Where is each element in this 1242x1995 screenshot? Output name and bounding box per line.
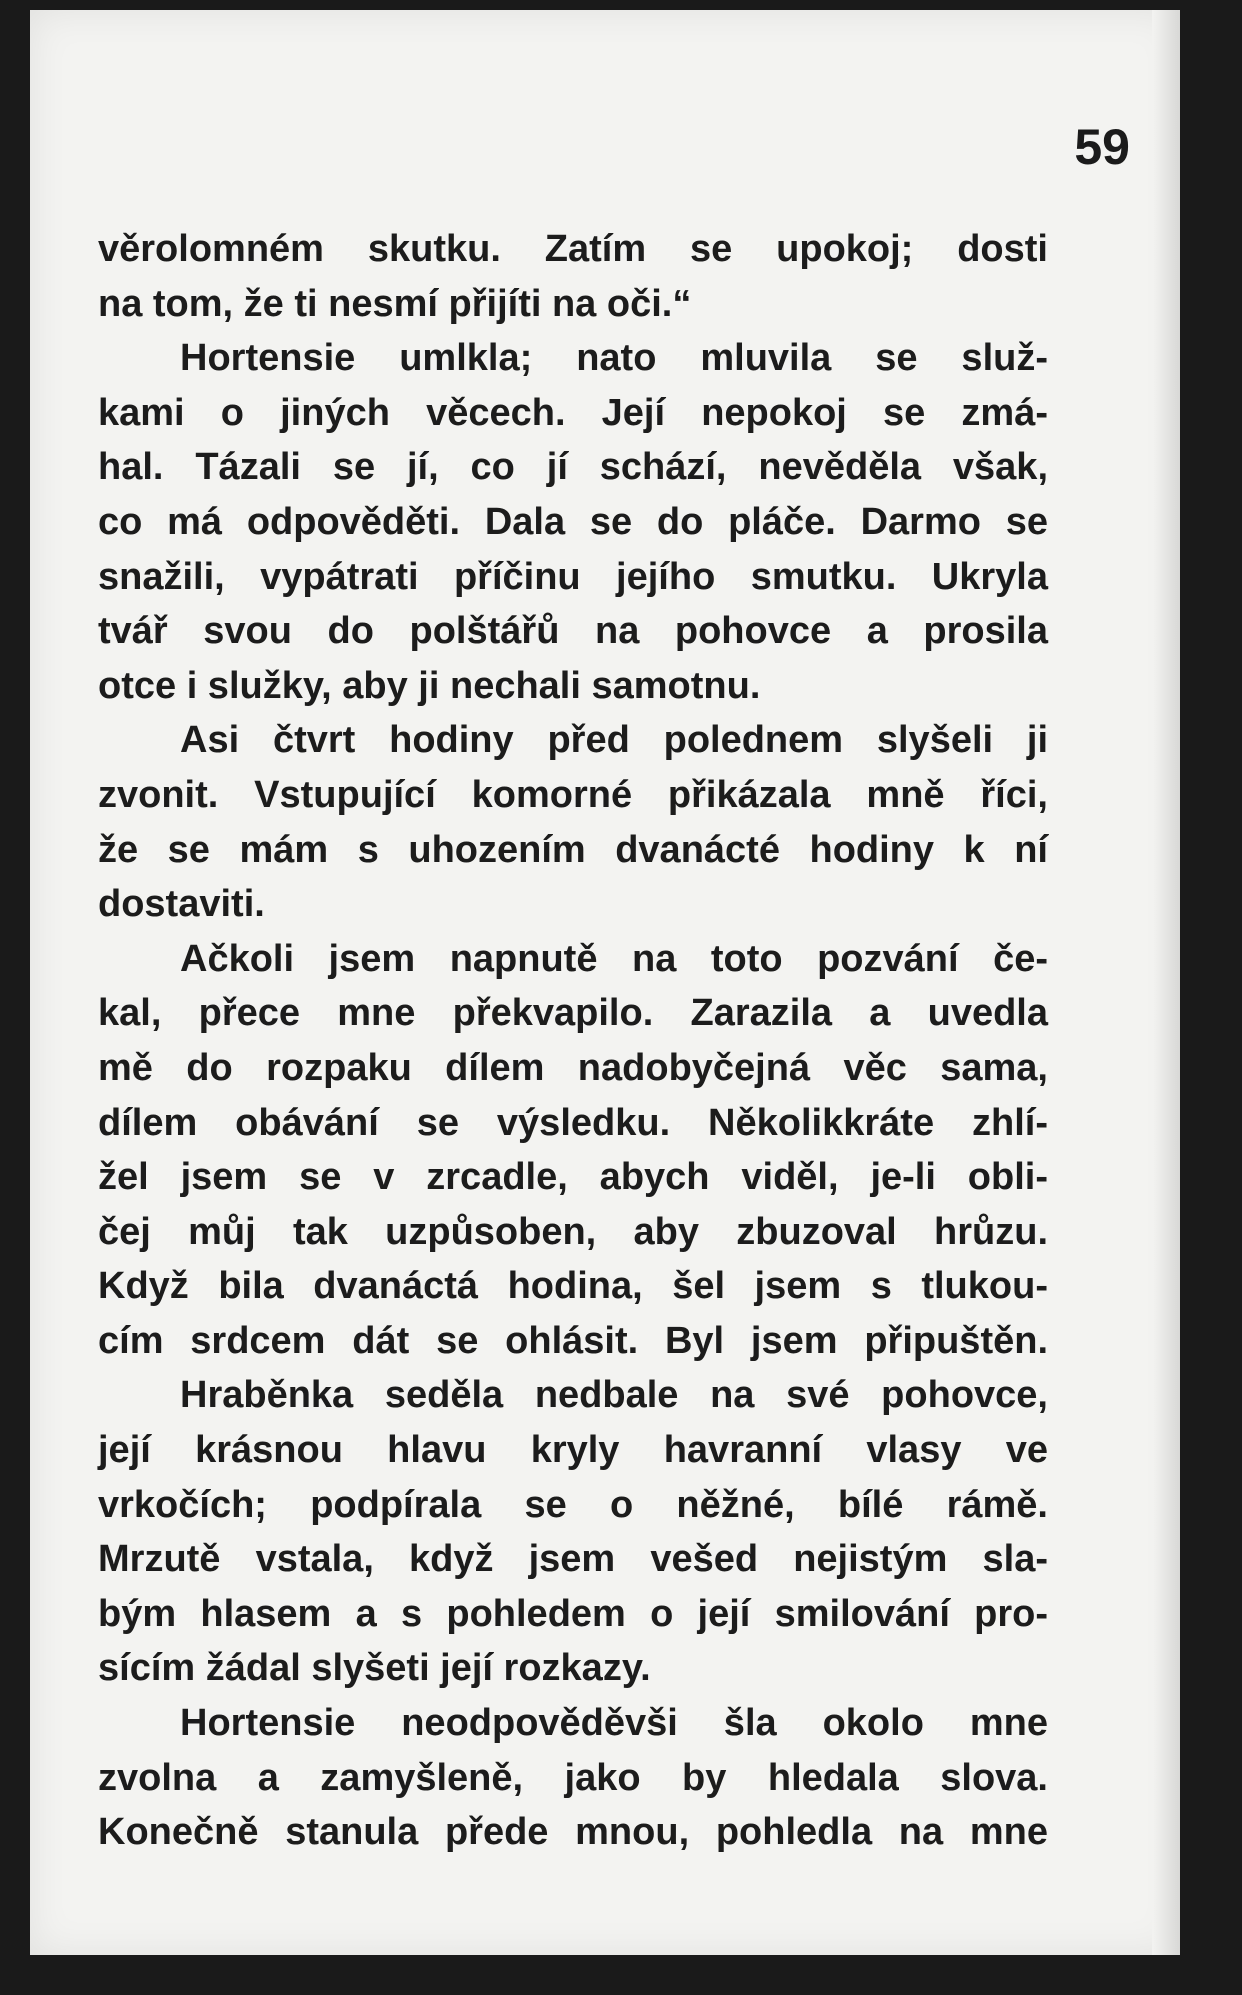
text-line: Mrzutě vstala, když jsem vešed nejistým sla-: [98, 1538, 1048, 1581]
text-line: Když bila dvanáctá hodina, šel jsem s tlukou-: [98, 1265, 1048, 1308]
text-line: vrkočích; podpírala se o něžné, bílé rámě.: [98, 1483, 1048, 1526]
text-line: kal, přece mne překvapilo. Zarazila a uvedla: [98, 992, 1048, 1035]
text-line: Ačkoli jsem napnutě na toto pozvání če-: [180, 937, 1048, 980]
text-line: hal. Tázali se jí, co jí schází, nevěděla však,: [98, 446, 1048, 489]
page-number: 59: [1074, 119, 1130, 175]
body-text: [98, 222, 1048, 1860]
text-line: Hortensie neodpověděvši šla okolo mne: [180, 1702, 1048, 1745]
text-line: Hraběnka seděla nedbale na své pohovce,: [180, 1374, 1048, 1417]
text-line: dílem obávání se výsledku. Několikkráte zhlí-: [98, 1101, 1048, 1144]
text-line: sícím žádal slyšeti její rozkazy.: [98, 1647, 651, 1690]
text-line: věrolomném skutku. Zatím se upokoj; dosti: [98, 228, 1048, 270]
text-line: tvář svou do polštářů na pohovce a prosila: [98, 610, 1048, 653]
text-line: dostaviti.: [98, 883, 265, 926]
text-line: mě do rozpaku dílem nadobyčejná věc sama,: [98, 1046, 1048, 1089]
text-line: Konečně stanula přede mnou, pohledla na mne: [98, 1811, 1048, 1854]
text-line: kami o jiných věcech. Její nepokoj se zmá-: [98, 391, 1048, 434]
text-line: že se mám s uhozením dvanácté hodiny k ní: [98, 828, 1048, 871]
text-line: co má odpověděti. Dala se do pláče. Darmo se: [98, 500, 1048, 543]
text-line: otce i služky, aby ji nechali samotnu.: [98, 664, 761, 707]
text-line: na tom, že ti nesmí přijíti na oči.“: [98, 282, 692, 325]
text-line: Hortensie umlkla; nato mluvila se služ-: [180, 337, 1048, 380]
book-page: [30, 10, 1180, 1955]
text-line: zvolna a zamyšleně, jako by hledala slova.: [98, 1756, 1048, 1799]
text-line: její krásnou hlavu kryly havranní vlasy ve: [98, 1429, 1048, 1472]
text-line: snažili, vypátrati příčinu jejího smutku. Ukryla: [98, 555, 1048, 598]
text-line: bým hlasem a s pohledem o její smilování pro-: [98, 1592, 1048, 1635]
text-line: Asi čtvrt hodiny před polednem slyšeli ji: [180, 719, 1048, 762]
text-line: cím srdcem dát se ohlásit. Byl jsem připuštěn.: [98, 1319, 1048, 1362]
text-line: čej můj tak uzpůsoben, aby zbuzoval hrůzu.: [98, 1210, 1048, 1253]
text-line: žel jsem se v zrcadle, abych viděl, je-li obli-: [98, 1156, 1048, 1199]
text-line: zvonit. Vstupující komorné přikázala mně říci,: [98, 773, 1048, 816]
